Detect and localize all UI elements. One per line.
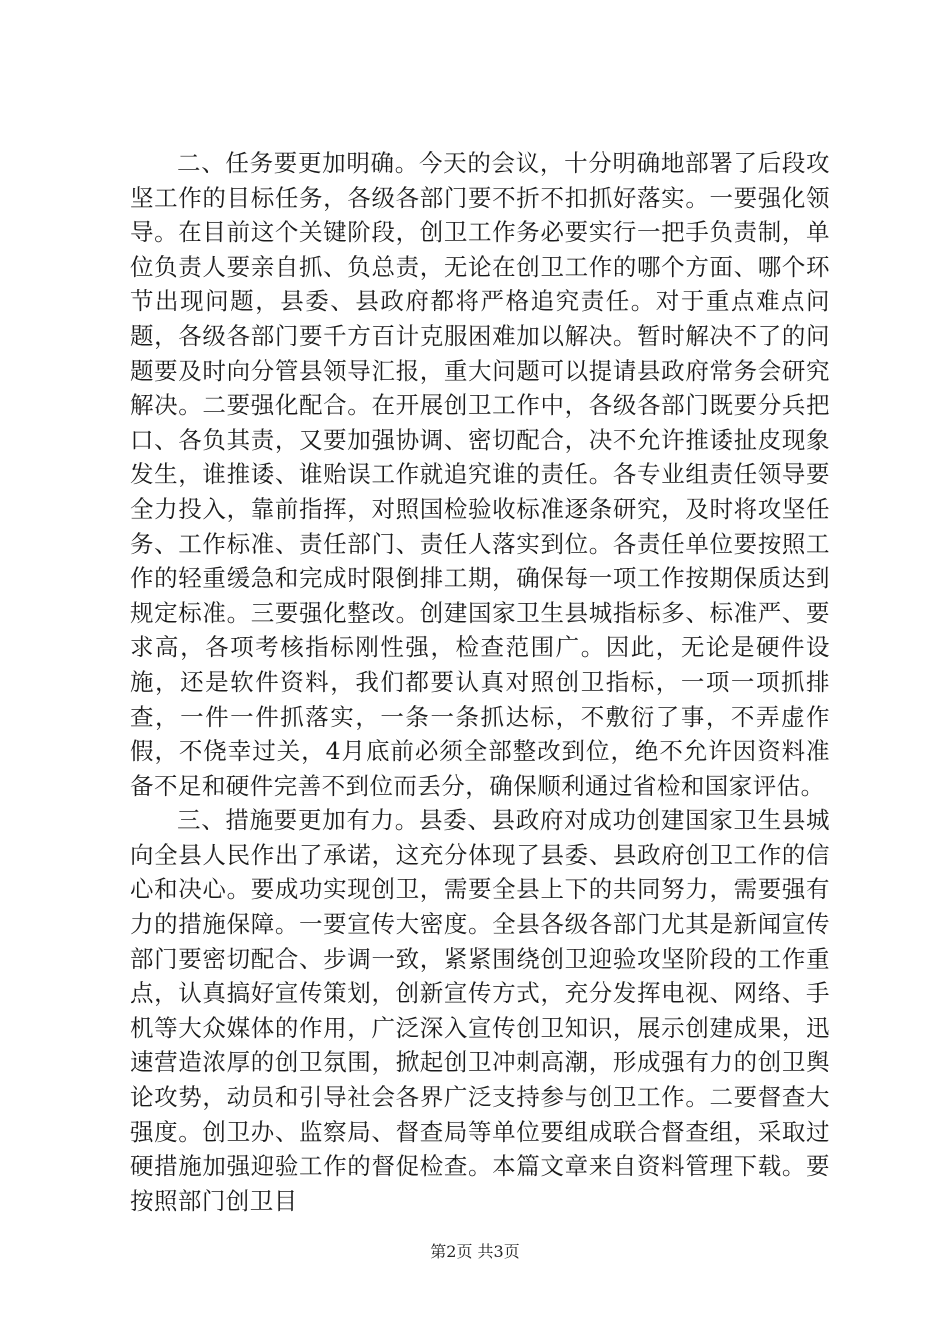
paragraph-task-clarity: 二、任务要更加明确。今天的会议，十分明确地部署了后段攻坚工作的目标任务，各级各部门要不折不扣抓好落实。一要强化领导。在目前这个关键阶段，创卫工作务必要实行一把手负责制，单位负责人要亲自抓、负总责，无论在创卫工作的哪个方面、哪个环节出现问题，县委、县政府都将严格追究责任。对于重点难点问题，各级各部门要千方百计克服困难加以解决。暂时解决不了的问题要及时向分管县领导汇报，重大问题可以提请县政府常务会研究解决。二要强化配合。在开展创卫工作中，各级各部门既要分兵把口、各负其责，又要加强协调、密切配合，决不允许推诿扯皮现象发生，谁推诿、谁贻误工作就追究谁的责任。各专业组责任领导要全力投入，靠前指挥，对照国检验收标准逐条研究，及时将攻坚任务、工作标准、责任部门、责任人落实到位。各责任单位要按照工作的轻重缓急和完成时限倒排工期，确保每一项工作按期保质达到规定标准。三要强化整改。创建国家卫生县城指标多、标准严、要求高，各项考核指标刚性强，检查范围广。因此，无论是硬件设施，还是软件资料，我们都要认真对照创卫指标，一项一项抓排查，一件一件抓落实，一条一条抓达标，不敷衍了事，不弄虚作假，不侥幸过关，4月底前必须全部整改到位，绝不允许因资料准备不足和硬件完善不到位而丢分，确保顺利通过省检和国家评估。 bbox=[130, 149, 830, 800]
document-body bbox=[130, 146, 830, 1218]
paragraph-measures: 三、措施要更加有力。县委、县政府对成功创建国家卫生县城向全县人民作出了承诺，这充分体现了县委、县政府创卫工作的信心和决心。要成功实现创卫，需要全县上下的共同努力，需要强有力的措施保障。一要宣传大密度。全县各级各部门尤其是新闻宣传部门要密切配合、步调一致，紧紧围绕创卫迎验攻坚阶段的工作重点，认真搞好宣传策划，创新宣传方式，充分发挥电视、网络、手机等大众媒体的作用，广泛深入宣传创卫知识，展示创建成果，迅速营造浓厚的创卫氛围，掀起创卫冲刺高潮，形成强有力的创卫舆论攻势，动员和引导社会各界广泛支持参与创卫工作。二要督查大强度。创卫办、监察局、督查局等单位要组成联合督查组，采取过硬措施加强迎验工作的督促检查。本篇文章来自资料管理下载。要按照部门创卫目 bbox=[130, 806, 830, 1215]
page-number-footer: 第2页 共3页 bbox=[430, 1242, 520, 1261]
